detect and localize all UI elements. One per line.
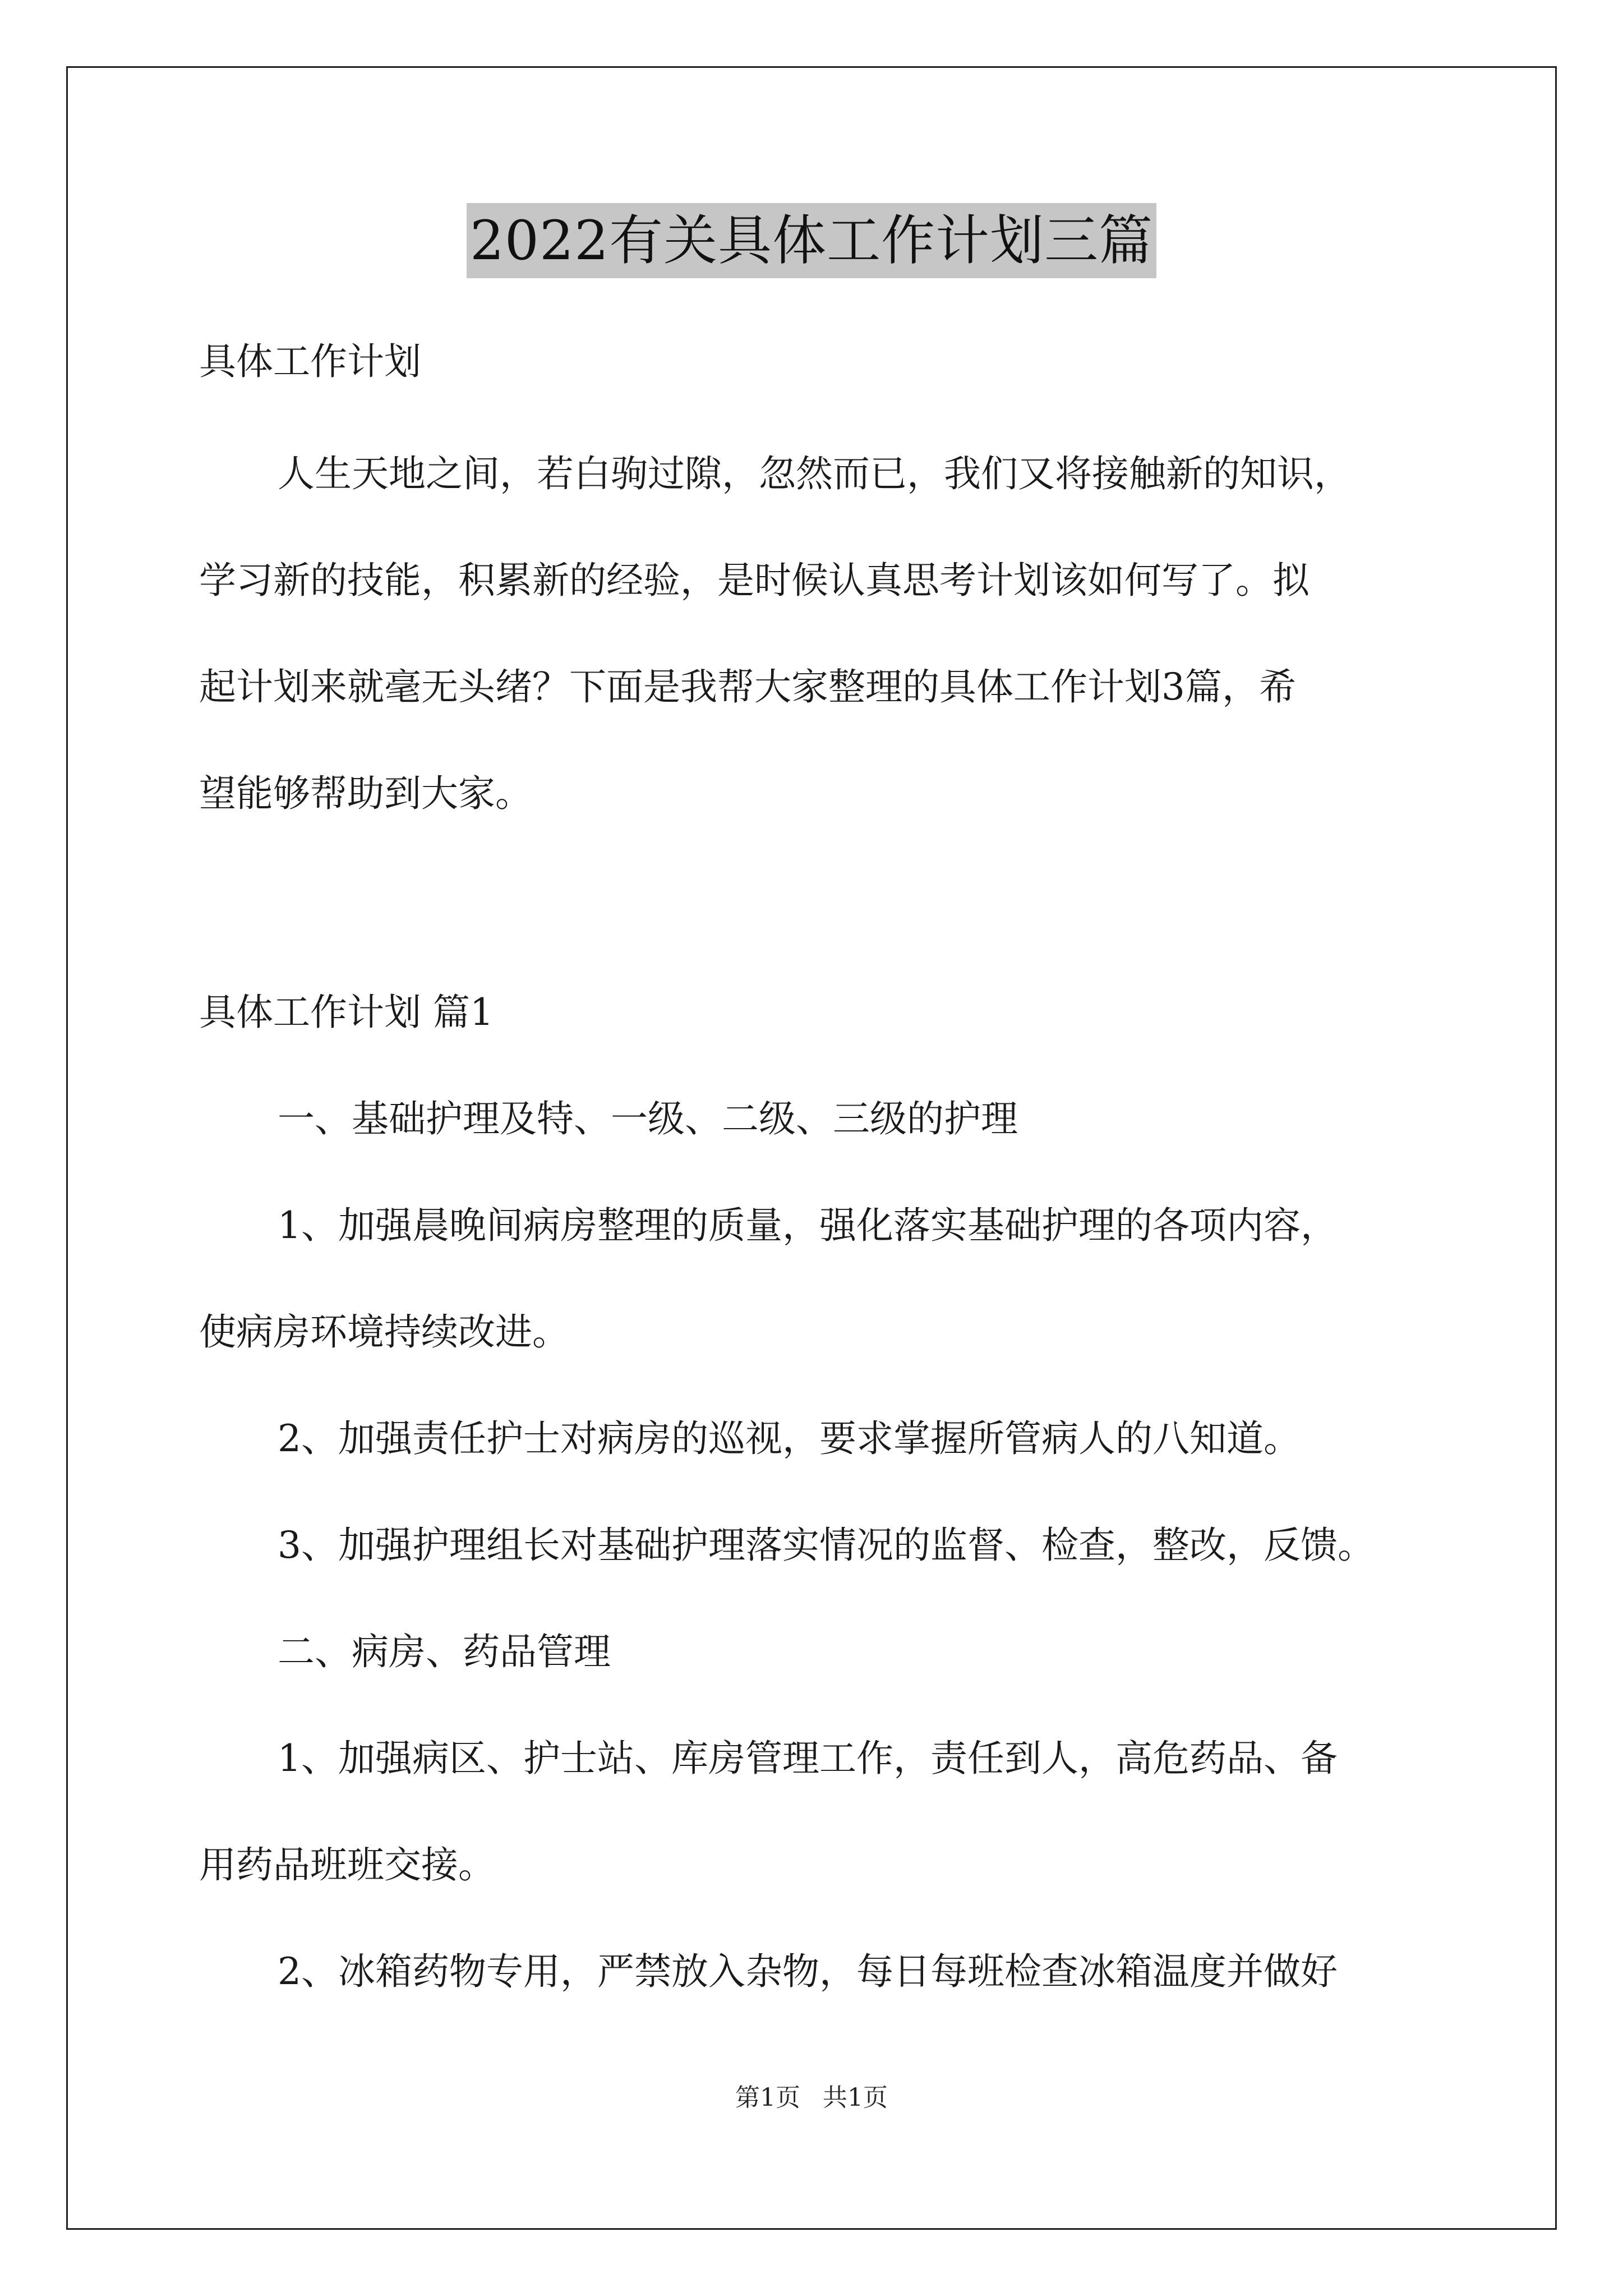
- paragraph-line: 一、基础护理及特、一级、二级、三级的护理: [278, 1097, 1018, 1140]
- page-border: [66, 66, 1557, 2230]
- page-footer: [0, 2081, 1623, 2115]
- document-title-wrap: [0, 203, 1623, 278]
- paragraph-line: 使病房环境持续改进。: [199, 1310, 569, 1354]
- paragraph-line: 1、加强晨晚间病房整理的质量，强化落实基础护理的各项内容，: [278, 1204, 1338, 1247]
- paragraph-line: 二、病房、药品管理: [278, 1630, 611, 1673]
- document-title: 2022有关具体工作计划三篇: [467, 203, 1156, 278]
- paragraph-line: 望能够帮助到大家。: [199, 772, 532, 815]
- paragraph-line: 1、加强病区、护士站、库房管理工作，责任到人，高危药品、备: [278, 1737, 1338, 1780]
- paragraph-line: 用药品班班交接。: [199, 1843, 495, 1887]
- paragraph-line: 起计划来就毫无头绪？下面是我帮大家整理的具体工作计划3篇，希: [199, 665, 1296, 708]
- paragraph-line: 2、冰箱药物专用，严禁放入杂物，每日每班检查冰箱温度并做好: [278, 1950, 1338, 1993]
- paragraph-line: 人生天地之间，若白驹过隙，忽然而已，我们又将接触新的知识，: [278, 452, 1351, 495]
- section-heading: 具体工作计划: [199, 340, 421, 383]
- paragraph-line: 2、加强责任护士对病房的巡视，要求掌握所管病人的八知道。: [278, 1417, 1301, 1460]
- paragraph-line: 3、加强护理组长对基础护理落实情况的监督、检查，整改，反馈。: [278, 1524, 1375, 1567]
- page-number-total: 共1页: [823, 2083, 888, 2112]
- paragraph-line: 学习新的技能，积累新的经验，是时候认真思考计划该如何写了。拟: [199, 559, 1310, 602]
- page-number-current: 第1页: [735, 2083, 800, 2112]
- section-heading: 具体工作计划 篇1: [199, 991, 494, 1034]
